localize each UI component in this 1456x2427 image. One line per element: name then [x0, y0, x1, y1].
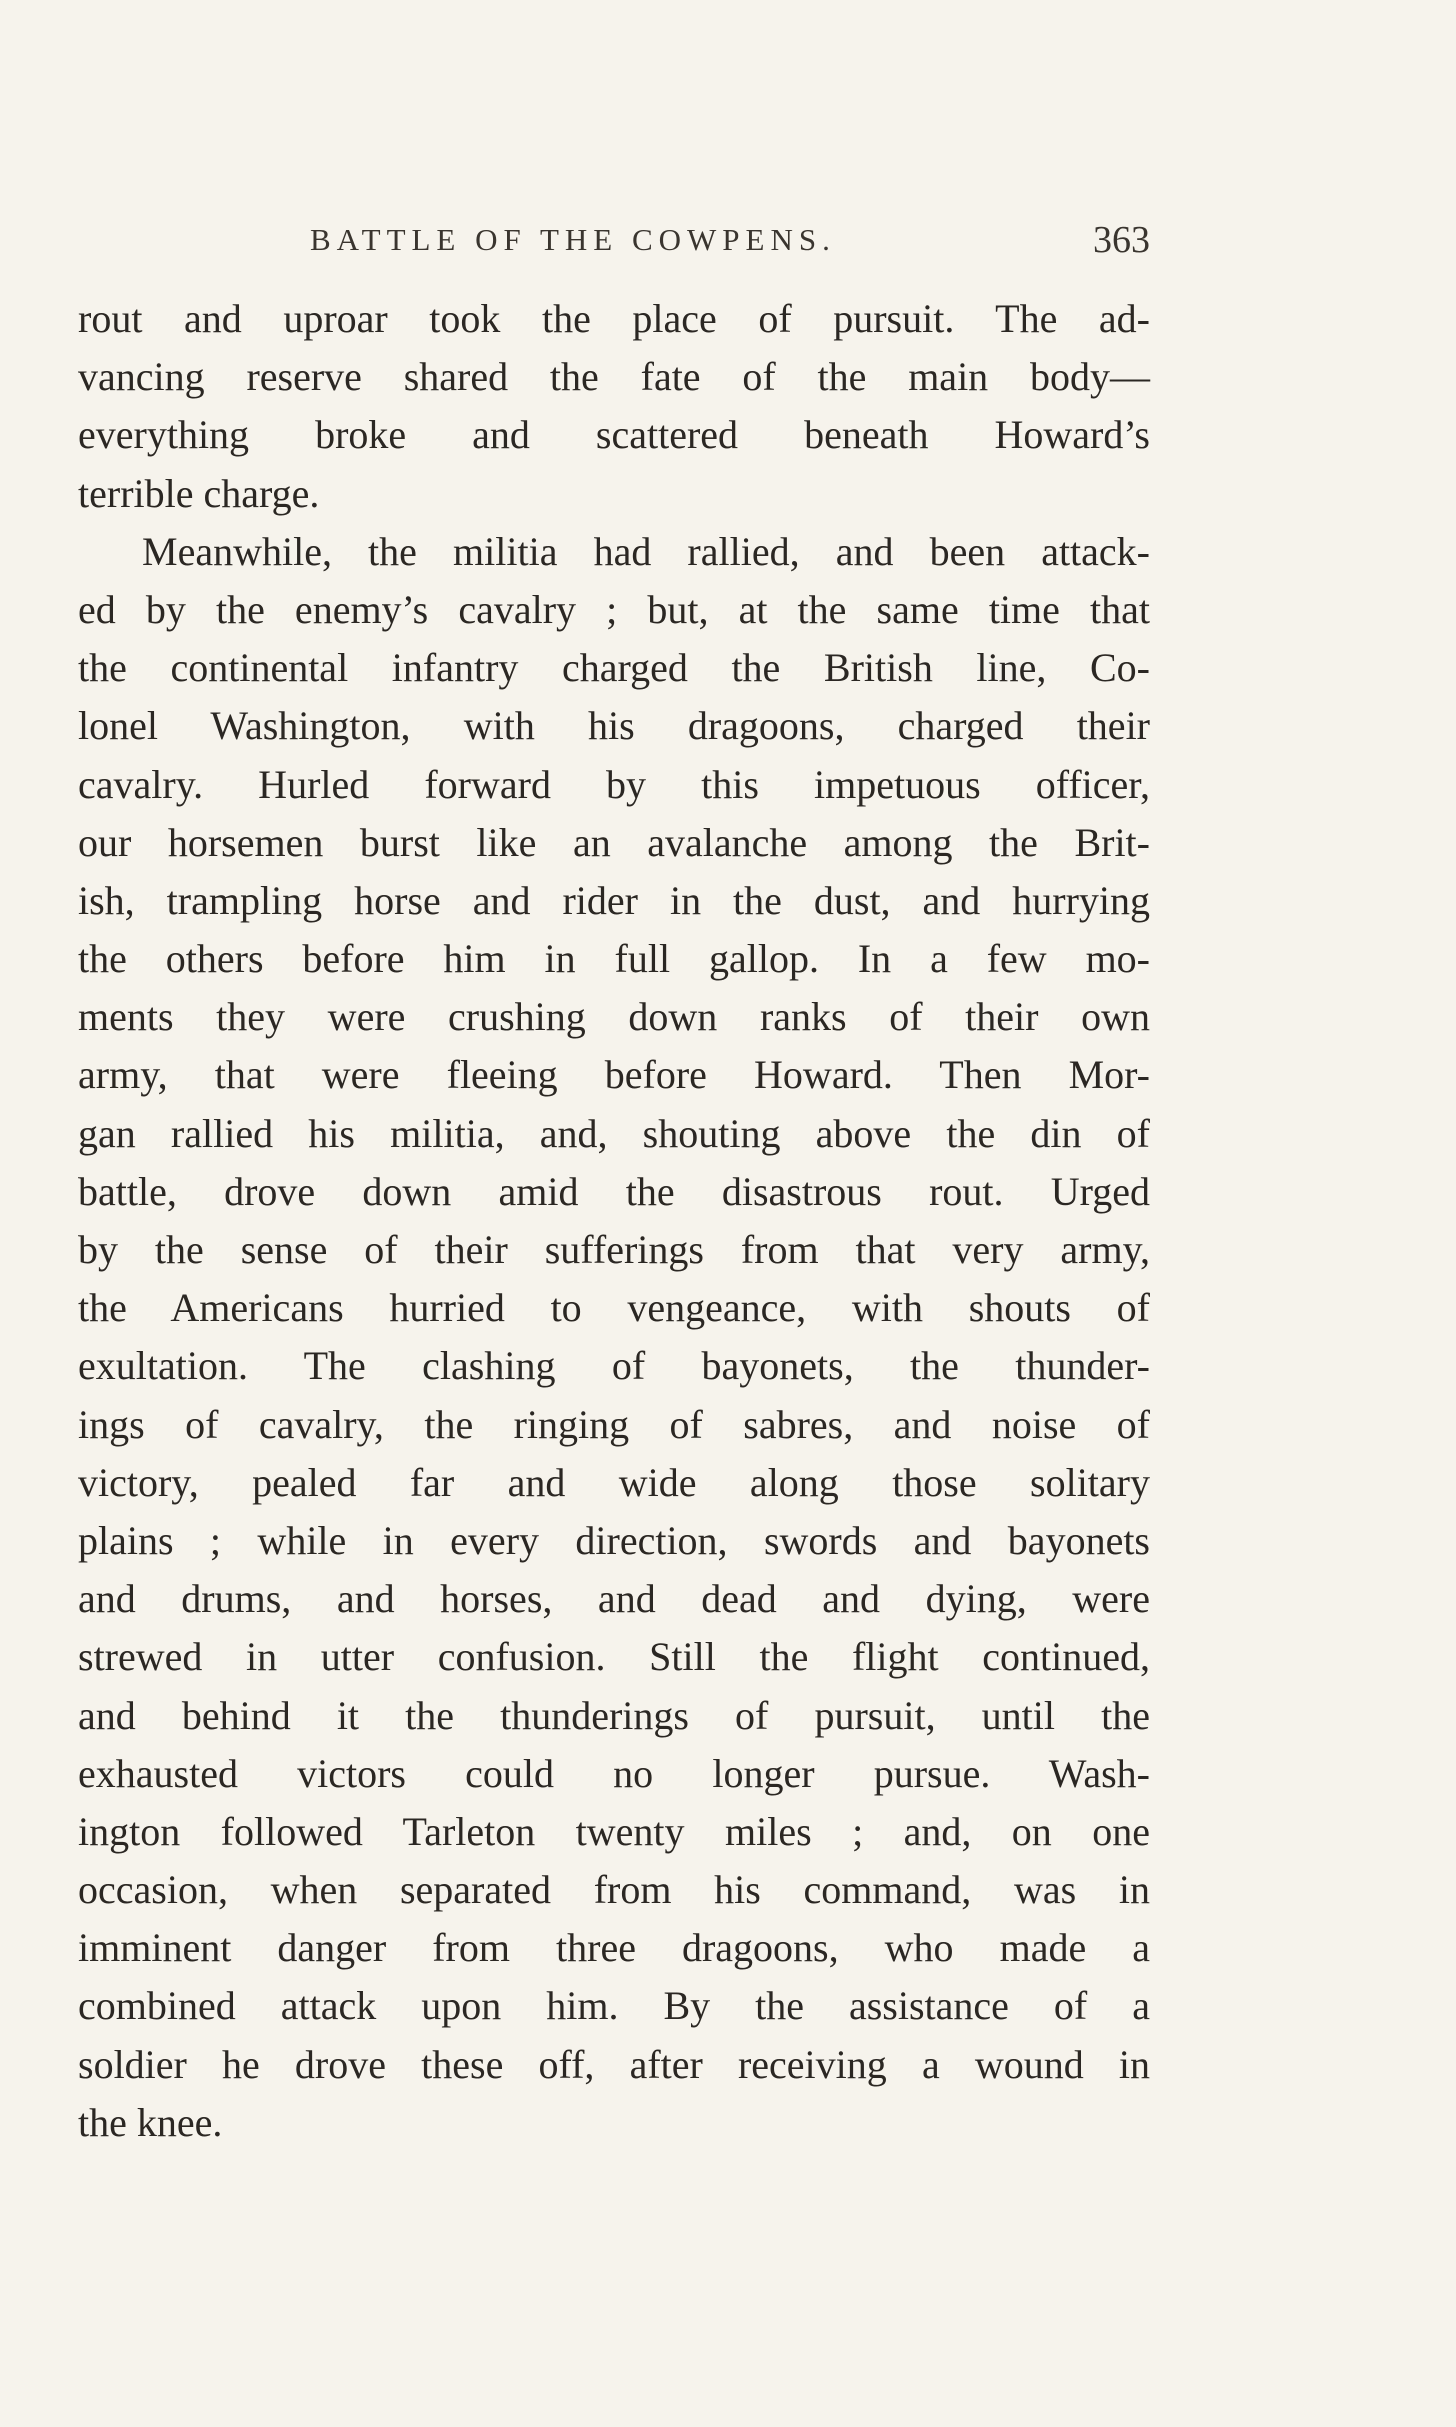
text-line: Meanwhile, the militia had rallied, and been attack- — [142, 528, 1150, 574]
text-line: ington followed Tarleton twenty miles ; and, on one — [78, 1808, 1150, 1854]
text-line: gan rallied his militia, and, shouting above the din of — [78, 1110, 1150, 1156]
text-line: rout and uproar took the place of pursuit. The ad- — [78, 296, 1150, 341]
text-line: ish, trampling horse and rider in the dust, and hurrying — [78, 877, 1150, 923]
text-line: plains ; while in every direction, swords and bayonets — [78, 1517, 1150, 1563]
text-line: the Americans hurried to vengeance, with shouts of — [78, 1285, 1150, 1331]
text-line: by the sense of their sufferings from that very army, — [78, 1227, 1150, 1272]
text-line: the continental infantry charged the British line, Co- — [78, 645, 1150, 691]
text-line: combined attack upon him. By the assistance of a — [78, 1983, 1150, 2029]
running-title: BATTLE OF THE COWPENS. — [310, 222, 836, 257]
text-line: exultation. The clashing of bayonets, the thunder- — [78, 1343, 1150, 1389]
text-line: imminent danger from three dragoons, who made a — [78, 1925, 1150, 1971]
text-line: and drums, and horses, and dead and dying, were — [78, 1576, 1150, 1622]
text-line: occasion, when separated from his command, was in — [78, 1867, 1150, 1913]
text-line: our horsemen burst like an avalanche among the Brit- — [78, 819, 1150, 865]
text-line: the others before him in full gallop. In a few mo- — [78, 936, 1150, 982]
text-line: strewed in utter confusion. Still the flight continued, — [78, 1634, 1150, 1680]
text-line: ments they were crushing down ranks of their own — [78, 994, 1150, 1040]
body-text — [78, 290, 1150, 2152]
page-number: 363 — [1093, 219, 1150, 261]
text-line: army, that were fleeing before Howard. Then Mor- — [78, 1052, 1150, 1098]
text-line: and behind it the thunderings of pursuit, until the — [78, 1692, 1150, 1738]
text-line: soldier he drove these off, after receiving a wound in — [78, 2041, 1150, 2087]
text-line: lonel Washington, with his dragoons, charged their — [78, 703, 1150, 749]
text-line: the knee. — [78, 2099, 223, 2145]
text-line: exhausted victors could no longer pursue. Wash- — [78, 1750, 1150, 1796]
text-line: ed by the enemy’s cavalry ; but, at the same time that — [78, 586, 1150, 632]
text-line: vancing reserve shared the fate of the main body— — [78, 354, 1150, 400]
text-line: terrible charge. — [78, 470, 320, 516]
running-head — [78, 219, 1150, 282]
text-line: victory, pealed far and wide along those solitary — [78, 1459, 1150, 1505]
text-line: battle, drove down amid the disastrous rout. Urged — [78, 1168, 1150, 1214]
text-line: everything broke and scattered beneath Howard’s — [78, 412, 1150, 458]
text-line: cavalry. Hurled forward by this impetuous officer, — [78, 761, 1150, 807]
text-line: ings of cavalry, the ringing of sabres, and noise of — [78, 1401, 1150, 1447]
